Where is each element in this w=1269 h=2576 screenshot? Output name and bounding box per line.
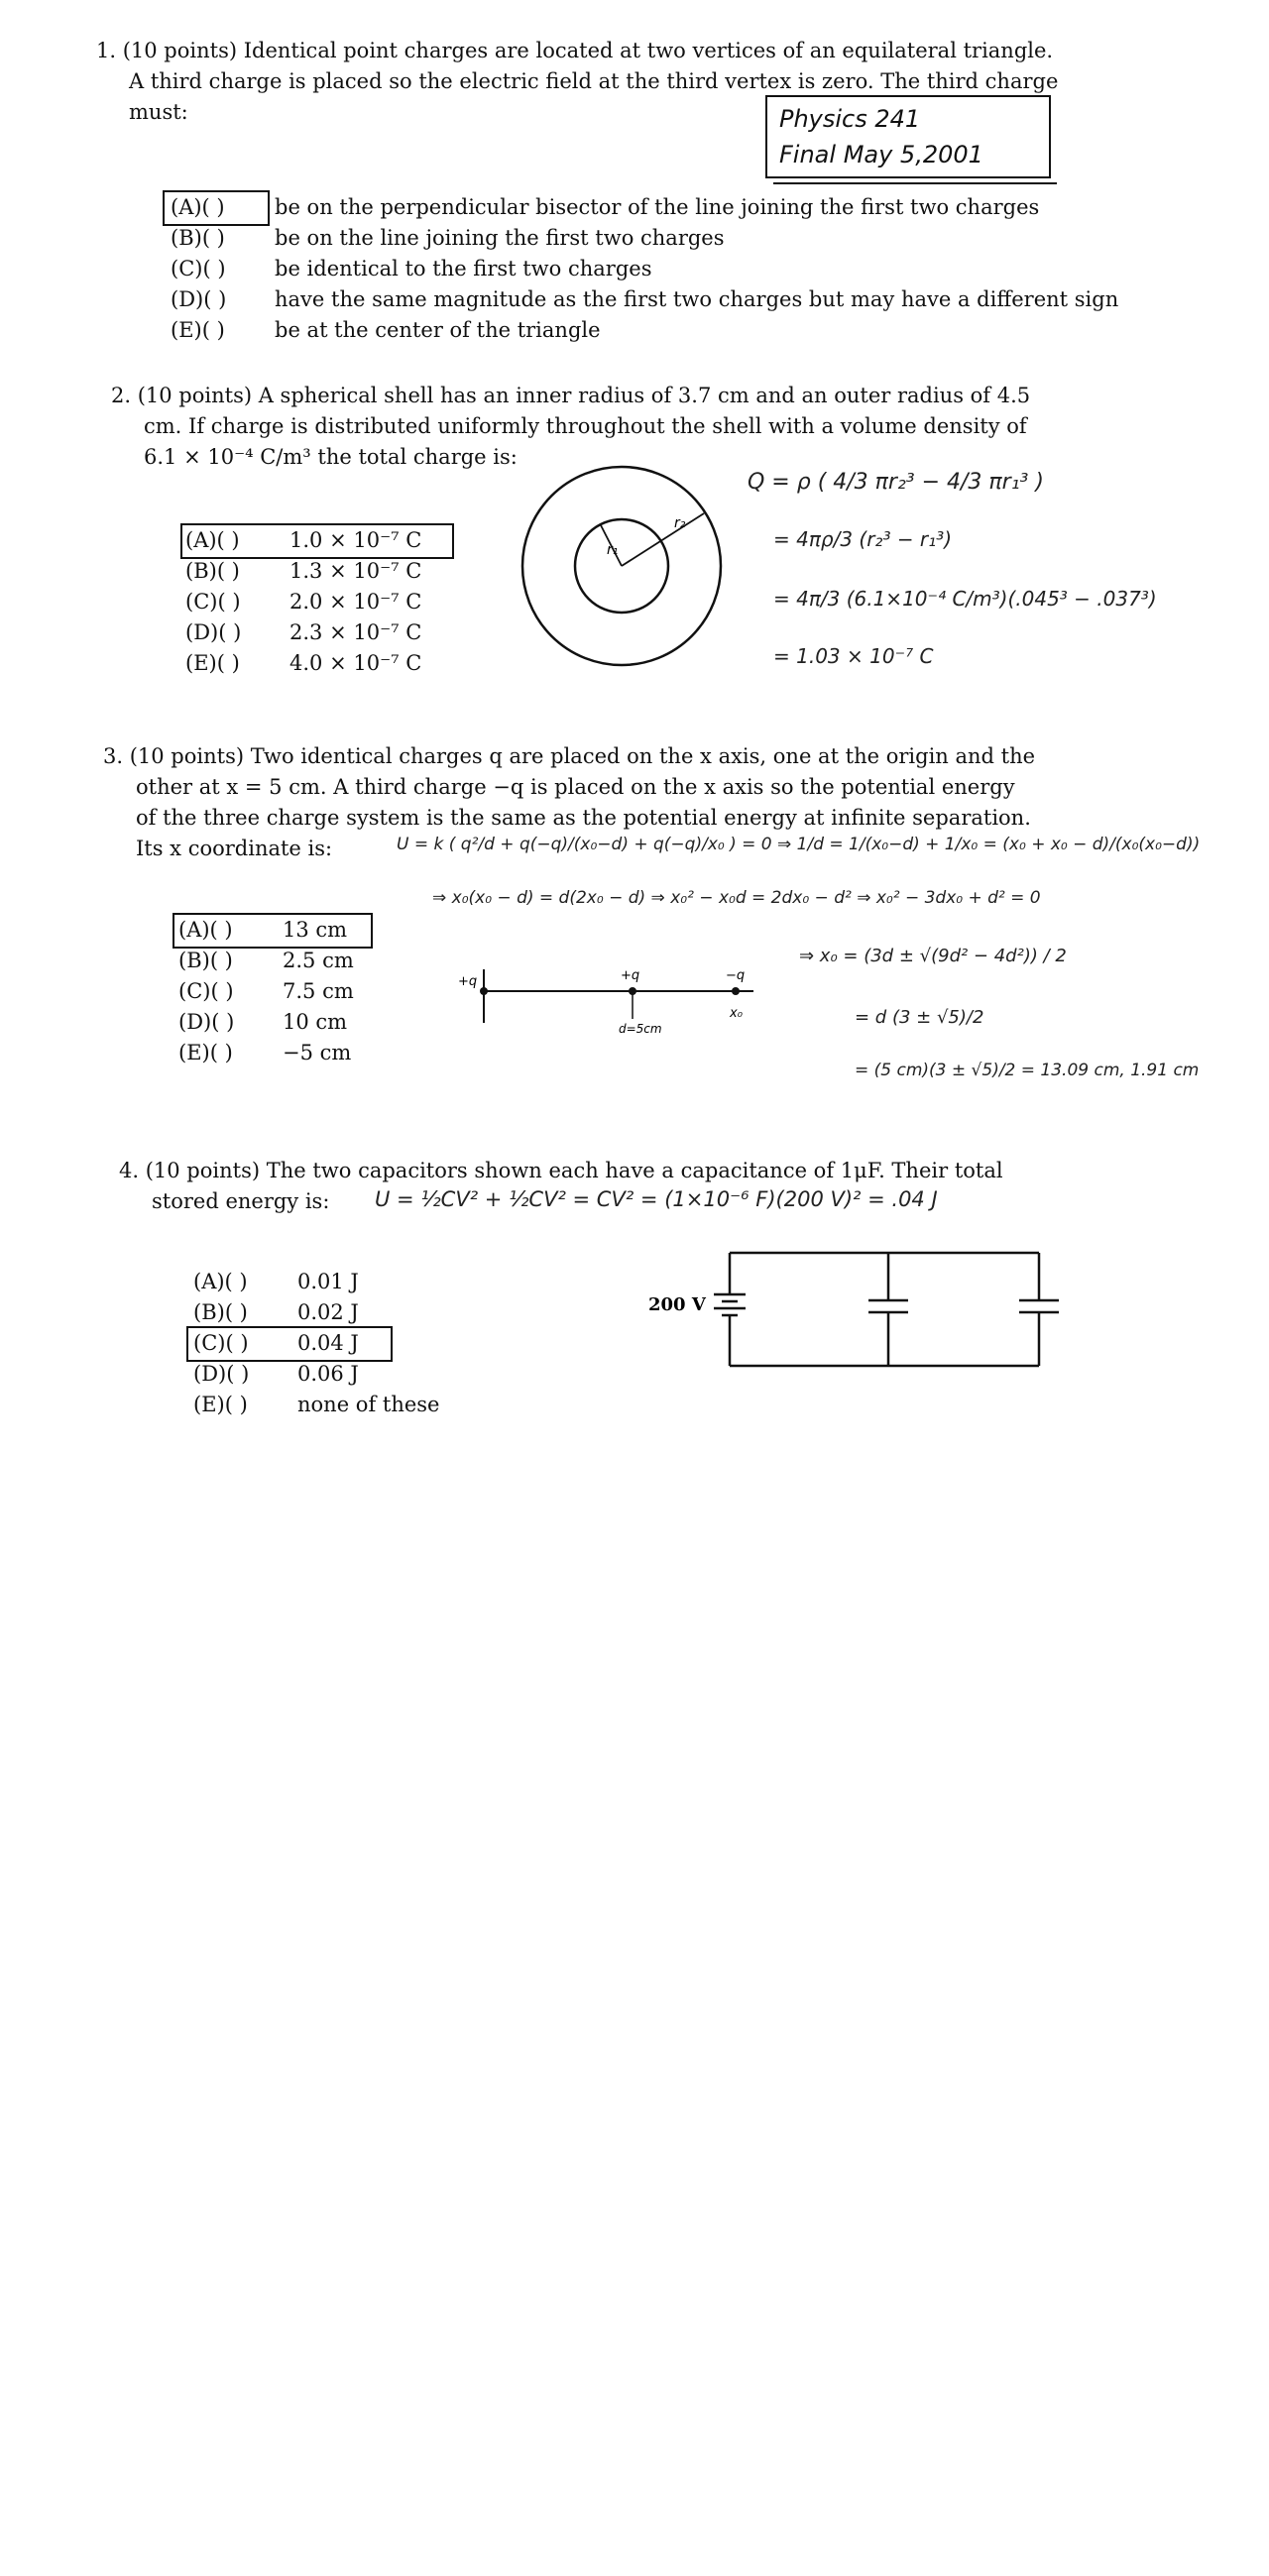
question-3-option-e[interactable] <box>178 1038 351 1068</box>
option-label: (D)( ) <box>193 1362 250 1386</box>
option-text: 0.01 J <box>297 1270 359 1293</box>
d-distance-label: d=5cm <box>619 1022 662 1036</box>
option-text: 4.0 × 10⁻⁷ C <box>289 651 422 675</box>
charge-dot <box>732 987 740 995</box>
question-3-option-c[interactable] <box>178 976 354 1007</box>
option-label: (B)( ) <box>178 949 233 972</box>
question-1-line: must: <box>129 100 188 124</box>
question-1-line: 1. (10 points) Identical point charges are located at two vertices of an equilateral triangle. <box>96 39 1054 62</box>
answer-box-q3 <box>173 913 373 949</box>
q3-work-line: = (5 cm)(3 ± √5)/2 = 13.09 cm, 1.91 cm <box>855 1061 1200 1080</box>
charge-dot <box>629 987 636 995</box>
x0-label: x₀ <box>730 1006 743 1021</box>
question-2-line: cm. If charge is distributed uniformly throughout the shell with a volume density of <box>144 414 1027 438</box>
question-4-line: 4. (10 points) The two capacitors shown each have a capacitance of 1μF. Their total <box>119 1159 1003 1182</box>
option-label: (C)( ) <box>193 1331 249 1355</box>
stamp-line-1: Physics 241 <box>779 105 921 133</box>
option-label: (E)( ) <box>193 1393 248 1416</box>
question-3-line: of the three charge system is the same as the potential energy at infinite separation. <box>136 806 1031 830</box>
answer-box-q2 <box>180 523 454 559</box>
question-4-option-a[interactable] <box>193 1267 359 1297</box>
option-label: (B)( ) <box>185 559 240 583</box>
option-label: (E)( ) <box>178 1041 233 1064</box>
charge-axis-diagram <box>456 959 773 1039</box>
q3-work-line: ⇒ x₀ = (3d ± √(9d² − 4d²)) / 2 <box>799 946 1067 966</box>
q2-work-line: = 1.03 × 10⁻⁷ C <box>773 644 934 668</box>
capacitor-circuit-diagram <box>644 1239 1061 1378</box>
q3-work-line: = d (3 ± √5)/2 <box>855 1007 984 1028</box>
option-label: (E)( ) <box>185 651 240 675</box>
q2-work-line: = 4π/3 (6.1×10⁻⁴ C/m³)(.045³ − .037³) <box>773 587 1157 611</box>
option-text: be identical to the first two charges <box>275 257 652 280</box>
question-1-option-a[interactable] <box>171 192 1039 223</box>
option-label: (D)( ) <box>171 287 227 311</box>
question-4-option-d[interactable] <box>193 1359 359 1390</box>
question-2-option-e[interactable] <box>185 648 421 679</box>
option-text: 0.04 J <box>297 1331 359 1355</box>
option-label: (C)( ) <box>178 979 234 1003</box>
question-3-option-d[interactable] <box>178 1007 347 1038</box>
option-text: 1.0 × 10⁻⁷ C <box>289 528 422 552</box>
option-label: (B)( ) <box>171 226 225 250</box>
option-text: −5 cm <box>283 1041 352 1064</box>
charge-label-d: +q <box>621 968 640 983</box>
question-2-option-d[interactable] <box>185 617 421 648</box>
charge-dot <box>480 987 488 995</box>
option-label: (D)( ) <box>178 1010 235 1034</box>
question-3-line: 3. (10 points) Two identical charges q are placed on the x axis, one at the origin and the <box>103 744 1036 768</box>
voltage-label: 200 V <box>648 1294 706 1315</box>
option-label: (A)( ) <box>185 528 240 552</box>
question-1-option-d[interactable] <box>171 284 1118 315</box>
question-1-prompt <box>96 36 1187 128</box>
option-text: 2.0 × 10⁻⁷ C <box>289 590 422 614</box>
r1-label: r₁ <box>607 542 619 558</box>
option-text: be at the center of the triangle <box>275 318 601 342</box>
question-1-option-e[interactable] <box>171 315 601 346</box>
option-text: be on the perpendicular bisector of the line joining the first two charges <box>275 195 1040 219</box>
r2-label: r₂ <box>674 515 686 531</box>
stamp-line-2: Final May 5,2001 <box>779 141 983 168</box>
option-text: 13 cm <box>283 918 348 942</box>
option-text: 0.02 J <box>297 1300 359 1324</box>
option-label: (A)( ) <box>171 195 225 219</box>
option-text: 10 cm <box>283 1010 348 1034</box>
option-label: (D)( ) <box>185 620 242 644</box>
question-2-line: 2. (10 points) A spherical shell has an inner radius of 3.7 cm and an outer radius of 4.5 <box>111 384 1031 407</box>
option-label: (C)( ) <box>171 257 226 280</box>
option-text: be on the line joining the first two charges <box>275 226 725 250</box>
question-4-option-b[interactable] <box>193 1297 359 1328</box>
question-4-option-e[interactable] <box>193 1390 439 1420</box>
option-label: (A)( ) <box>193 1270 248 1293</box>
answer-box-q4 <box>186 1326 393 1362</box>
q2-work-line: = 4πρ/3 (r₂³ − r₁³) <box>773 527 952 551</box>
option-label: (B)( ) <box>193 1300 248 1324</box>
answer-box-q1 <box>163 190 270 226</box>
option-label: (E)( ) <box>171 318 225 342</box>
option-text: none of these <box>297 1393 440 1416</box>
q2-work-line: Q = ρ ( 4/3 πr₂³ − 4/3 πr₁³ ) <box>748 470 1044 495</box>
option-text: 0.06 J <box>297 1362 359 1386</box>
question-2-option-b[interactable] <box>185 556 421 587</box>
question-1-line: A third charge is placed so the electric field at the third vertex is zero. The third charge <box>129 69 1059 93</box>
question-1-option-b[interactable] <box>171 223 725 254</box>
charge-label-x0: −q <box>726 968 746 983</box>
charge-label-origin: +q <box>458 974 478 989</box>
question-4-line: stored energy is: <box>152 1189 330 1213</box>
question-3-option-b[interactable] <box>178 946 354 976</box>
question-3-line: Its x coordinate is: <box>136 837 333 860</box>
question-1-option-c[interactable] <box>171 254 651 284</box>
question-2-line: 6.1 × 10⁻⁴ C/m³ the total charge is: <box>144 445 518 469</box>
q3-work-line: ⇒ x₀(x₀ − d) = d(2x₀ − d) ⇒ x₀² − x₀d = 2dx₀ − d² ⇒ x₀² − 3dx₀ + d² = 0 <box>432 888 1041 908</box>
option-text: 1.3 × 10⁻⁷ C <box>289 559 422 583</box>
q3-work-line: U = k ( q²/d + q(−q)/(x₀−d) + q(−q)/x₀ ) = 0 ⇒ 1/d = 1/(x₀−d) + 1/x₀ = (x₀ + x₀ − d)/(x₀(x₀−d)) <box>397 835 1201 854</box>
question-2-option-c[interactable] <box>185 587 421 617</box>
question-3-line: other at x = 5 cm. A third charge −q is placed on the x axis so the potential energy <box>136 775 1015 799</box>
option-text: have the same magnitude as the first two charges but may have a different sign <box>275 287 1119 311</box>
option-text: 2.3 × 10⁻⁷ C <box>289 620 422 644</box>
option-label: (C)( ) <box>185 590 241 614</box>
spherical-shell-diagram <box>518 462 726 670</box>
option-text: 7.5 cm <box>283 979 354 1003</box>
option-label: (A)( ) <box>178 918 233 942</box>
option-text: 2.5 cm <box>283 949 354 972</box>
question-2-prompt <box>111 381 1202 473</box>
q4-work-line: U = ½CV² + ½CV² = CV² = (1×10⁻⁶ F)(200 V)² = .04 J <box>375 1187 938 1211</box>
